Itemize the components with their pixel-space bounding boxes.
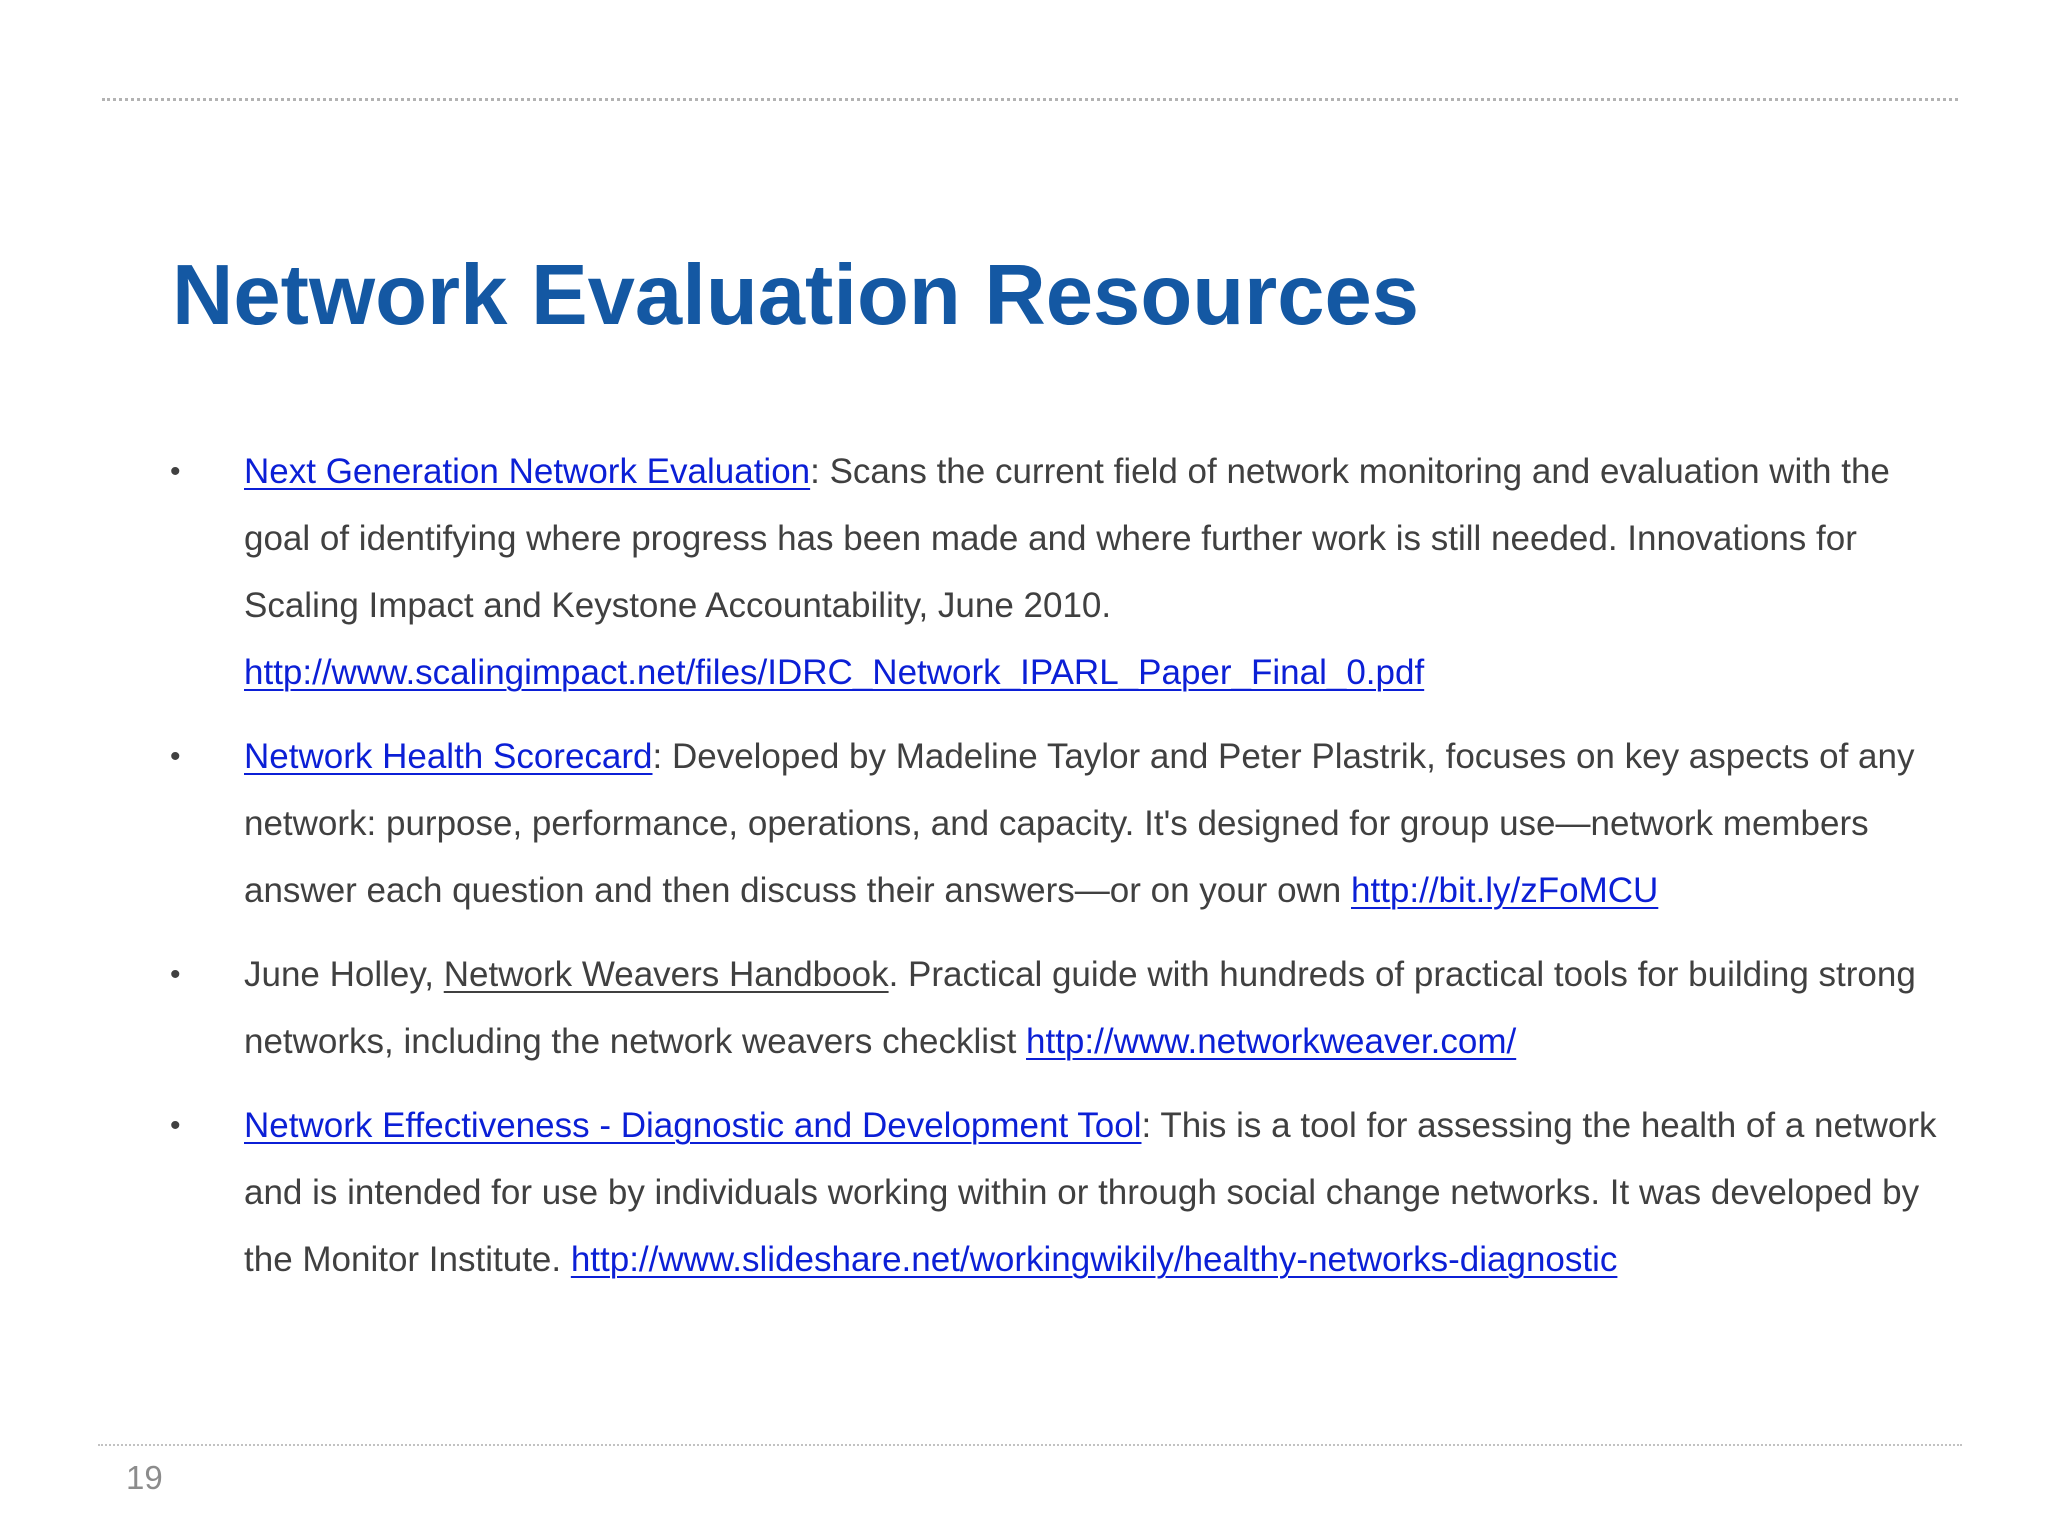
bitly-url-link[interactable]: http://bit.ly/zFoMCU [1351,871,1659,910]
slide-title: Network Evaluation Resources [172,248,1420,343]
network-weavers-handbook-title: Network Weavers Handbook [443,955,889,994]
networkweaver-url-link[interactable]: http://www.networkweaver.com/ [1026,1022,1517,1061]
top-dotted-divider [102,98,1958,101]
scalingimpact-url-link[interactable]: http://www.scalingimpact.net/files/IDRC_Network_IPARL_Paper_Final_0.pdf [244,653,1425,692]
item-description: : Developed by Madeline Taylor and Peter Plastrik, focuses on key aspects of any network: purpose, performance, operations, and capacity. It's designed for group use—network members answer each question and then discuss their answers—or on your own [244,737,1915,910]
resource-list [170,438,1960,1310]
item-description: . Practical guide with hundreds of practical tools for building strong networks, including the network weavers checklist [244,955,1916,1061]
slideshare-url-link[interactable]: http://www.slideshare.net/workingwikily/healthy-networks-diagnostic [570,1240,1618,1279]
bullet-icon: • [170,740,181,773]
bottom-dotted-divider [98,1444,1962,1446]
bullet-icon: • [170,1109,181,1142]
list-item [170,1092,1960,1293]
next-generation-network-evaluation-link[interactable]: Next Generation Network Evaluation [244,452,811,491]
network-health-scorecard-link[interactable]: Network Health Scorecard [244,737,653,776]
item-description: : This is a tool for assessing the health of a network and is intended for use by individuals working within or through social change networks. It was developed by the Monitor Institute. [244,1106,1937,1279]
list-item [170,941,1960,1075]
list-item [170,438,1960,706]
item-description: : Scans the current field of network monitoring and evaluation with the goal of identifying where progress has been made and where further work is still needed. Innovations for Scaling Impact and Keystone Accountability, June 2010. [244,452,1890,625]
network-effectiveness-tool-link[interactable]: Network Effectiveness - Diagnostic and Development Tool [244,1106,1142,1145]
bullet-icon: • [170,455,181,488]
list-item [170,723,1960,924]
page-number: 19 [126,1459,163,1496]
item-author: June Holley, [244,955,444,994]
bullet-icon: • [170,958,181,991]
